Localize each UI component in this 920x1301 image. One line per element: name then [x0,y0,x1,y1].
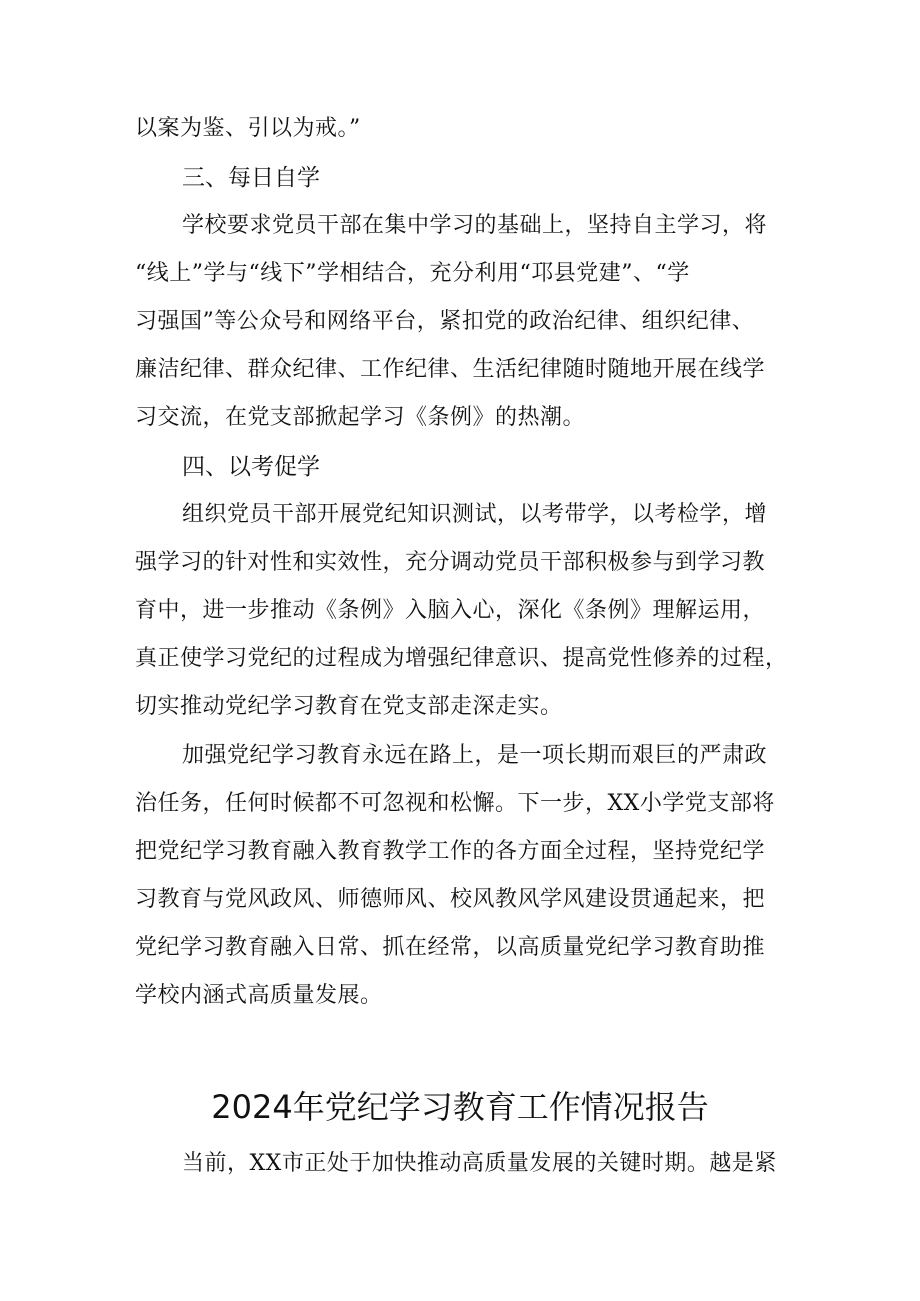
section-heading-4: 四、以考促学 [182,454,320,480]
paragraph-line: 组织党员干部开展党纪知识测试，以考带学，以考检学，增 [182,502,768,527]
report-title: 2024年党纪学习教育工作情况报告 [211,1088,709,1126]
paragraph-line: 学校要求党员干部在集中学习的基础上，坚持自主学习，将 [182,213,768,238]
paragraph-line: 治任务，任何时候都不可忽视和松懈。下一步，XX小学党支部将 [135,791,775,816]
paragraph-line: 强学习的针对性和实效性，充分调动党员干部积极参与到学习教 [135,550,766,575]
paragraph-line: 育中，进一步推动《条例》入脑入心，深化《条例》理解运用， [135,598,766,623]
continuation-line: 以案为鉴、引以为戒。” [135,116,361,141]
paragraph-line: 习强国”等公众号和网络平台，紧扣党的政治纪律、组织纪律、 [135,309,755,334]
paragraph-line: 廉洁纪律、群众纪律、工作纪律、生活纪律随时随地开展在线学 [135,357,766,382]
paragraph-line: 真正使学习党纪的过程成为增强纪律意识、提高党性修养的过程， [135,646,788,671]
paragraph-line: 当前，XX市正处于加快推动高质量发展的关键时期。越是紧 [182,1151,777,1176]
section-heading-3: 三、每日自学 [182,165,320,191]
paragraph-line: 党纪学习教育融入日常、抓在经常，以高质量党纪学习教育助推 [135,935,766,960]
paragraph-line: 习交流，在党支部掀起学习《条例》的热潮。 [135,405,586,430]
paragraph-line: 把党纪学习教育融入教育教学工作的各方面全过程，坚持党纪学 [135,839,766,864]
paragraph-line: 切实推动党纪学习教育在党支部走深走实。 [135,694,563,719]
paragraph-line: 加强党纪学习教育永远在路上，是一项长期而艰巨的严肃政 [182,743,768,768]
paragraph-line: “线上”学与“线下”学相结合，充分利用“邛县党建”、“学 [135,261,690,286]
paragraph-line: 习教育与党风政风、师德师风、校风教风学风建设贯通起来，把 [135,887,766,912]
paragraph-line: 学校内涵式高质量发展。 [135,983,383,1008]
